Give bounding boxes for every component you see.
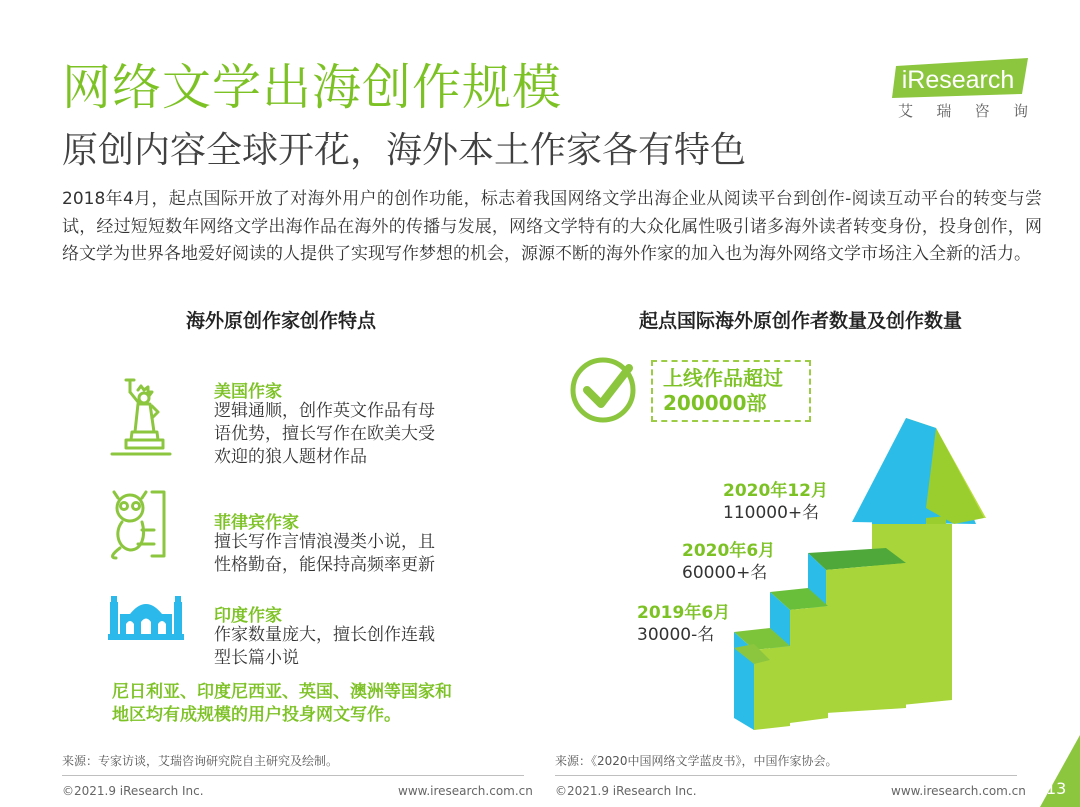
right-section-title: 起点国际海外原创作者数量及创作数量 bbox=[639, 310, 963, 332]
source-right: 来源：《2020中国网络文学蓝皮书》，中国作家协会。 bbox=[555, 754, 838, 768]
footer-divider-left bbox=[62, 775, 524, 776]
step-4-side bbox=[826, 563, 906, 713]
writer-desc-philippines: 擅长写作言情浪漫类小说，且 性格勤奋，能保持高频率更新 bbox=[214, 532, 435, 575]
indian-palace-icon bbox=[108, 592, 184, 640]
arrow-head-side bbox=[926, 428, 984, 524]
statue-of-liberty-icon bbox=[108, 376, 174, 458]
logo-wordmark bbox=[888, 58, 1028, 98]
step-1-side bbox=[754, 660, 770, 730]
tarsier-icon bbox=[108, 488, 168, 560]
growth-stairs-illustration bbox=[556, 348, 1026, 738]
milestone-count-2020-06: 60000+名 bbox=[682, 563, 768, 583]
website-link-left[interactable]: www.iresearch.com.cn bbox=[398, 784, 533, 798]
logo-text: iResearch bbox=[901, 66, 1015, 94]
copyright-right: ©2021.9 iResearch Inc. bbox=[555, 784, 697, 798]
footer-divider-right bbox=[555, 775, 1017, 776]
writer-title-usa: 美国作家 bbox=[214, 382, 282, 402]
step-3-side bbox=[790, 606, 828, 723]
milestone-date-2020-06: 2020年6月 bbox=[682, 541, 776, 561]
writer-title-philippines: 菲律宾作家 bbox=[214, 513, 299, 533]
writer-title-india: 印度作家 bbox=[214, 606, 282, 626]
writer-desc-usa: 逻辑通顺，创作英文作品有母 语优势，擅长写作在欧美大受 欢迎的狼人题材作品 bbox=[214, 401, 435, 467]
intro-paragraph: 2018年4月，起点国际开放了对海外用户的创作功能，标志着我国网络文学出海企业从阅读平台到创作-阅读互动平台的转变与尝试，经过短短数年网络文学出海作品在海外的传播与发展，网络文学特有的大众化属性吸引诸多海外读者转变身份，投身创作，网络文学为世界各地爱好阅读的人提供了实现写作梦想的机会，源源不断的海外作家的加入也为海外网络文学市场注入全新的活力。 bbox=[62, 189, 1042, 264]
writer-desc-india: 作家数量庞大，擅长创作连载 型长篇小说 bbox=[214, 625, 435, 668]
left-section-title: 海外原创作家创作特点 bbox=[186, 310, 377, 332]
page-title: 网络文学出海创作规模 bbox=[62, 59, 563, 116]
milestone-count-2020-12: 110000+名 bbox=[723, 503, 820, 523]
source-left: 来源：专家访谈，艾瑞咨询研究院自主研究及绘制。 bbox=[62, 754, 339, 768]
logo-subtitle: 艾 瑞 咨 询 bbox=[898, 102, 1028, 120]
milestone-count-2019-06: 30000-名 bbox=[637, 625, 715, 645]
page-subtitle: 原创内容全球开花，海外本土作家各有特色 bbox=[62, 130, 747, 171]
callout-value: 200000部 bbox=[663, 391, 767, 415]
iresearch-logo bbox=[888, 56, 1038, 126]
callout-label: 上线作品超过 bbox=[663, 366, 783, 390]
milestone-date-2019-06: 2019年6月 bbox=[637, 603, 731, 623]
page-number: 13 bbox=[1046, 779, 1067, 798]
milestone-date-2020-12: 2020年12月 bbox=[723, 481, 828, 501]
website-link-right[interactable]: www.iresearch.com.cn bbox=[891, 784, 1026, 798]
copyright-left: ©2021.9 iResearch Inc. bbox=[62, 784, 204, 798]
other-countries-note: 尼日利亚、印度尼西亚、英国、澳洲等国家和 地区均有成规模的用户投身网文写作。 bbox=[112, 682, 452, 725]
